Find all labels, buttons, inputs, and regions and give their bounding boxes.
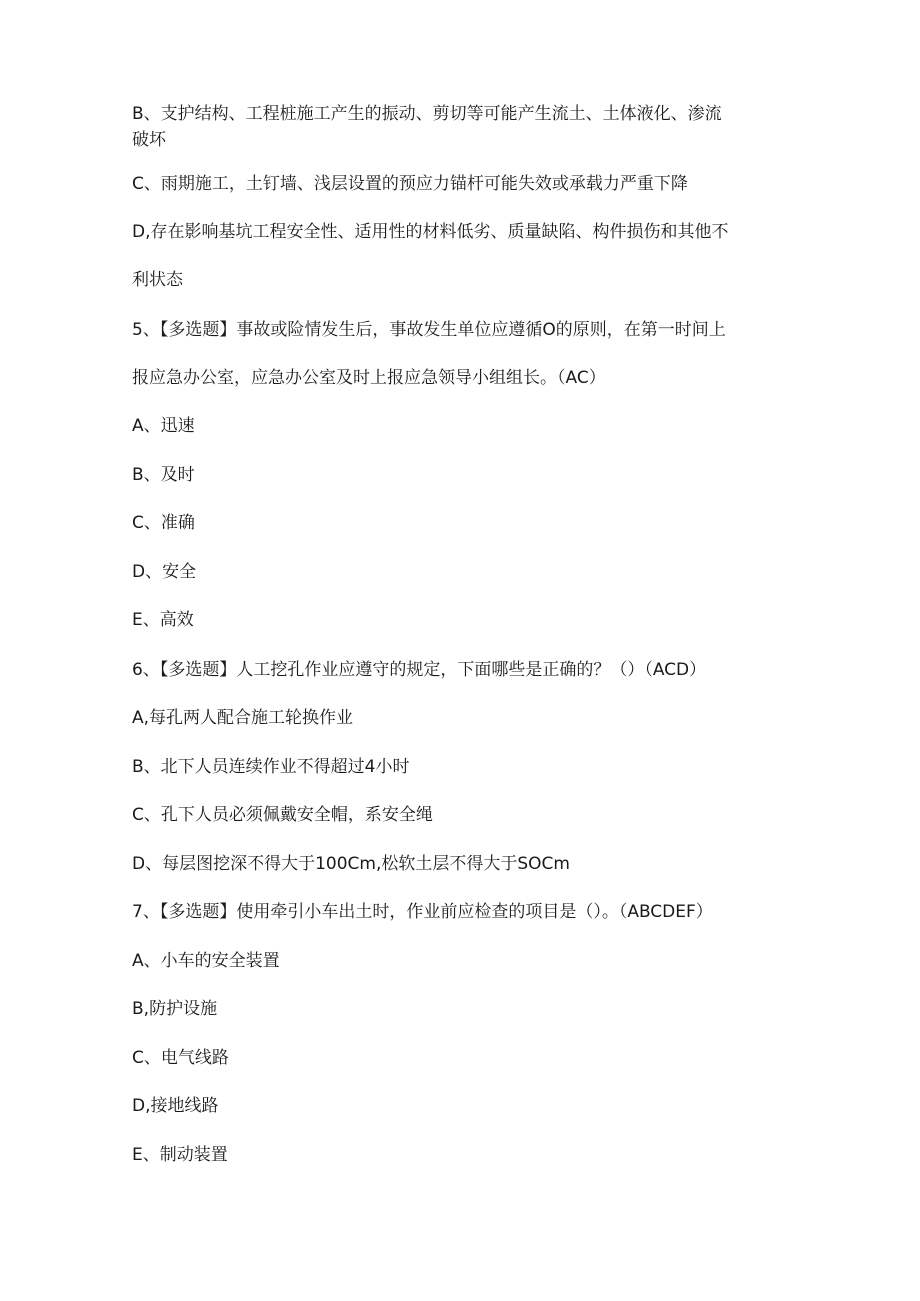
q7-option-d: D,接地线路 xyxy=(132,1096,219,1116)
question-6-line: 6、【多选题】人工挖孔作业应遵守的规定，下面哪些是正确的？（）（ACD） xyxy=(132,660,707,680)
option-b-line-2: 破坏 xyxy=(132,130,166,150)
q5-option-b: B、及时 xyxy=(132,465,195,485)
q5-option-d: D、安全 xyxy=(132,562,197,582)
q7-option-b: B,防护设施 xyxy=(132,999,218,1019)
option-c-line: C、雨期施工，土钉墙、浅层设置的预应力锚杆可能失效或承载力严重下降 xyxy=(132,174,688,194)
question-7-line: 7、【多选题】使用牵引小车出土时，作业前应检查的项目是（）。（ABCDEF） xyxy=(132,902,713,922)
q6-option-c: C、孔下人员必须佩戴安全帽，系安全绳 xyxy=(132,805,433,825)
option-b-line-1: B、支护结构、工程桩施工产生的振动、剪切等可能产生流土、土体液化、渗流 xyxy=(132,104,722,124)
q7-option-e: E、制动装置 xyxy=(132,1145,228,1165)
question-5-line-2: 报应急办公室，应急办公室及时上报应急领导小组组长。（AC） xyxy=(132,368,606,388)
q6-option-b: B、北下人员连续作业不得超过4小时 xyxy=(132,757,410,777)
question-5-line-1: 5、【多选题】事故或险情发生后，事故发生单位应遵循O的原则，在第一时间上 xyxy=(132,320,726,340)
q5-option-e: E、高效 xyxy=(132,610,194,630)
option-d-line-2: 利状态 xyxy=(132,270,183,290)
q6-option-a: A,每孔两人配合施工轮换作业 xyxy=(132,708,354,728)
option-d-line-1: D,存在影响基坑工程安全性、适用性的材料低劣、质量缺陷、构件损伤和其他不 xyxy=(132,222,729,242)
q6-option-d: D、每层图挖深不得大于100Cm,松软土层不得大于SOCm xyxy=(132,854,570,874)
q7-option-c: C、电气线路 xyxy=(132,1048,229,1068)
q5-option-c: C、准确 xyxy=(132,513,195,533)
q5-option-a: A、迅速 xyxy=(132,416,195,436)
q7-option-a: A、小车的安全装置 xyxy=(132,951,280,971)
